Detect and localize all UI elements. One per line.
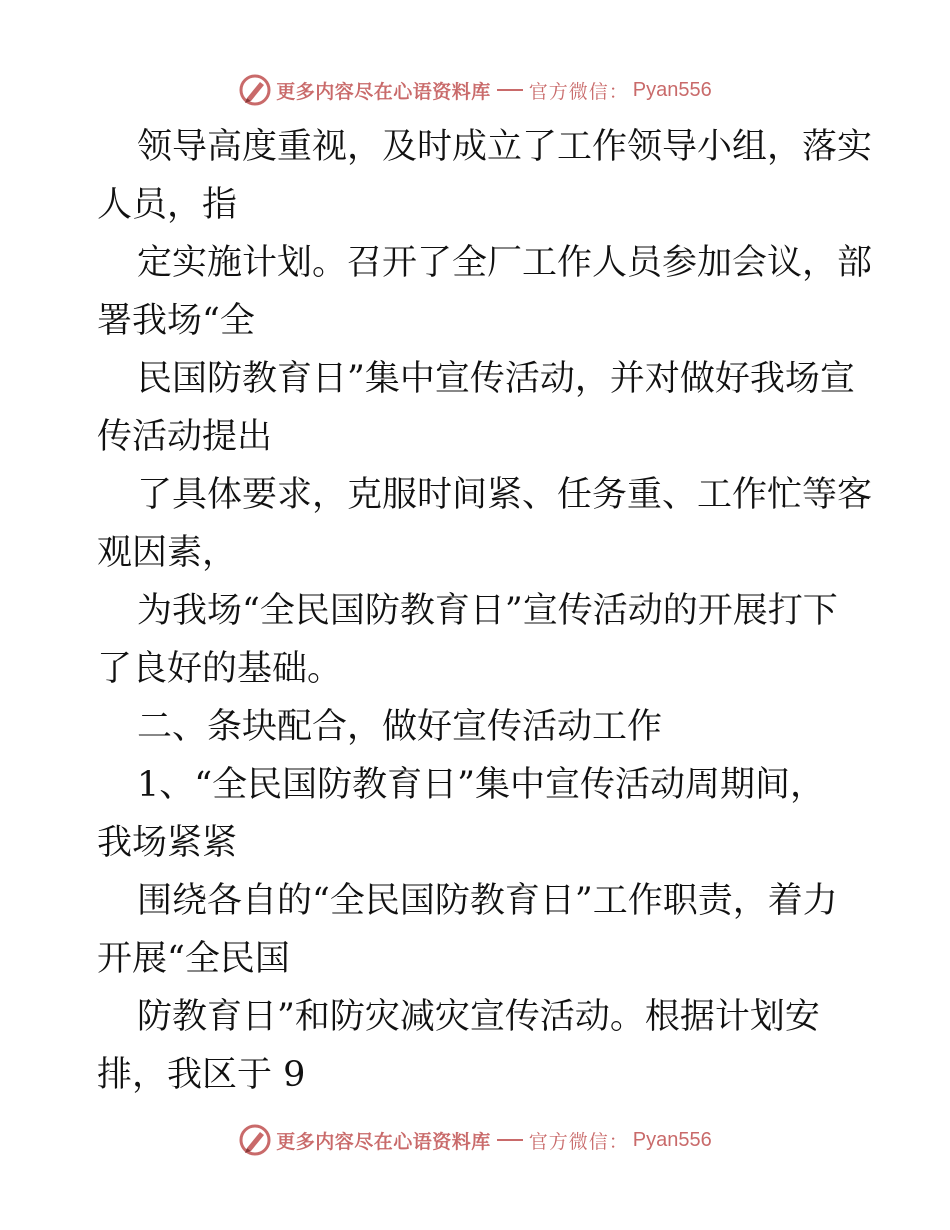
text-line: 排，我区于 9 xyxy=(97,1055,306,1095)
watermark-dash xyxy=(497,1139,523,1141)
text-line: 人员，指 xyxy=(97,185,238,225)
text-line: 定实施计划。召开了全厂工作人员参加会议，部 xyxy=(137,243,873,283)
watermark-wechat-id: Pyan556 xyxy=(632,1128,712,1151)
text-line: 我场紧紧 xyxy=(97,823,238,863)
text-line: 开展“全民国 xyxy=(97,939,290,979)
watermark-suffix: 官方微信： xyxy=(528,1130,629,1153)
text-line: 观因素， xyxy=(97,533,238,573)
text-line: 了良好的基础。 xyxy=(97,649,343,689)
text-line: 防教育日”和防灾减灾宣传活动。根据计划安 xyxy=(137,997,820,1037)
watermark-wechat-id: Pyan556 xyxy=(632,78,712,101)
text-line: 民国防教育日”集中宣传活动，并对做好我场宣 xyxy=(137,359,855,399)
text-line: 署我场“全 xyxy=(97,301,255,341)
watermark-dash xyxy=(497,89,523,91)
watermark-text: 更多内容尽在心语资料库 xyxy=(276,1130,491,1153)
text-line: 了具体要求，克服时间紧、任务重、工作忙等客 xyxy=(137,475,873,515)
watermark-text: 更多内容尽在心语资料库 xyxy=(276,80,491,103)
watermark-suffix: 官方微信： xyxy=(528,80,629,103)
section-heading: 二、条块配合，做好宣传活动工作 xyxy=(137,707,663,747)
text-line: 1、“全民国防教育日”集中宣传活动周期间， xyxy=(137,765,826,805)
text-line: 领导高度重视，及时成立了工作领导小组，落实 xyxy=(137,127,873,167)
watermark-footer xyxy=(0,1120,950,1160)
pen-logo-icon xyxy=(238,73,272,107)
text-line: 为我场“全民国防教育日”宣传活动的开展打下 xyxy=(137,591,838,631)
pen-logo-icon xyxy=(238,1123,272,1157)
text-line: 传活动提出 xyxy=(97,417,273,457)
watermark-header xyxy=(0,70,950,110)
text-line: 围绕各自的“全民国防教育日”工作职责，着力 xyxy=(137,881,838,921)
